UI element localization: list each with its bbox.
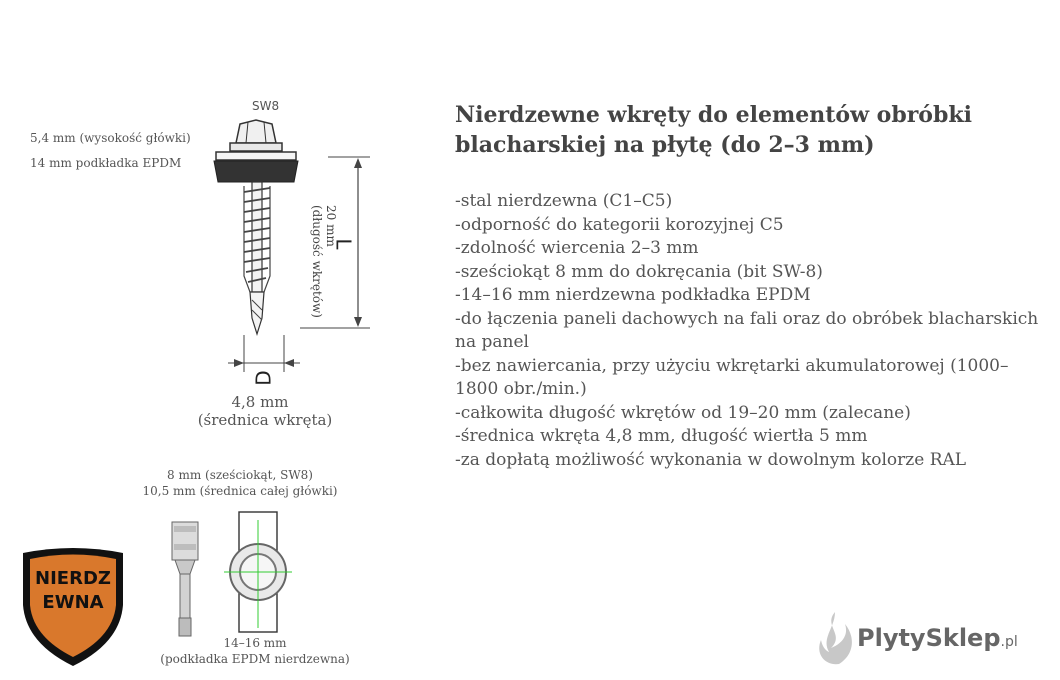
badge-line-1: NIERDZ	[35, 568, 111, 589]
washer-label: 14 mm podkładka EPDM	[30, 156, 182, 170]
brand-name	[857, 624, 1018, 652]
feature-item: -stal nierdzewna (C1–C5)	[455, 191, 673, 211]
diameter-value: 4,8 mm	[231, 393, 289, 411]
bit-and-head-drawing	[160, 500, 300, 640]
length-value: 20 mm	[324, 205, 338, 247]
hex-size-label: 8 mm (sześciokąt, SW8)	[167, 468, 313, 482]
brand-name-main: PlytySklep	[857, 624, 1001, 652]
head-height-label: 5,4 mm (wysokość główki)	[30, 131, 191, 145]
hex-label: SW8	[252, 99, 280, 113]
feature-item: -do łączenia paneli dachowych na fali oraz do obróbek blacharskich na panel	[455, 308, 1039, 352]
screw-diagram	[0, 0, 440, 440]
feature-item: -średnica wkręta 4,8 mm, długość wiertła 5 mm	[455, 426, 868, 446]
product-title: Nierdzewne wkręty do elementów obróbki blacharskiej na płytę (do 2–3 mm)	[455, 102, 972, 158]
feature-list	[455, 190, 1045, 472]
diameter-letter: D	[251, 370, 276, 386]
diameter-caption: (średnica wkręta)	[197, 411, 333, 429]
length-letter: L	[331, 238, 356, 250]
badge-line-2: EWNA	[42, 592, 104, 613]
flame-icon	[815, 610, 855, 668]
length-caption: (długość wkrętów)	[310, 205, 324, 318]
washer-caption-label: (podkładka EPDM nierdzewna)	[160, 652, 350, 666]
feature-item: -całkowita długość wkrętów od 19–20 mm (zalecane)	[455, 402, 911, 423]
brand-logo	[815, 610, 1045, 670]
feature-item: -zdolność wiercenia 2–3 mm	[455, 238, 699, 258]
feature-item: -bez nawiercania, przy użyciu wkrętarki akumulatorowej (1000–1800 obr./min.)	[455, 355, 1009, 399]
feature-item: -odporność do kategorii korozyjnej C5	[455, 214, 784, 235]
feature-item: -14–16 mm nierdzewna podkładka EPDM	[455, 285, 811, 305]
screw-drawing	[0, 0, 440, 440]
feature-item: -za dopłatą możliwość wykonania w dowolnym kolorze RAL	[455, 449, 967, 470]
head-diameter-label: 10,5 mm (średnica całej główki)	[142, 484, 338, 498]
brand-tld: .pl	[1000, 634, 1018, 650]
stainless-badge	[20, 545, 126, 669]
washer-size-label: 14–16 mm	[223, 636, 287, 650]
feature-item: -sześciokąt 8 mm do dokręcania (bit SW-8)	[455, 261, 823, 282]
